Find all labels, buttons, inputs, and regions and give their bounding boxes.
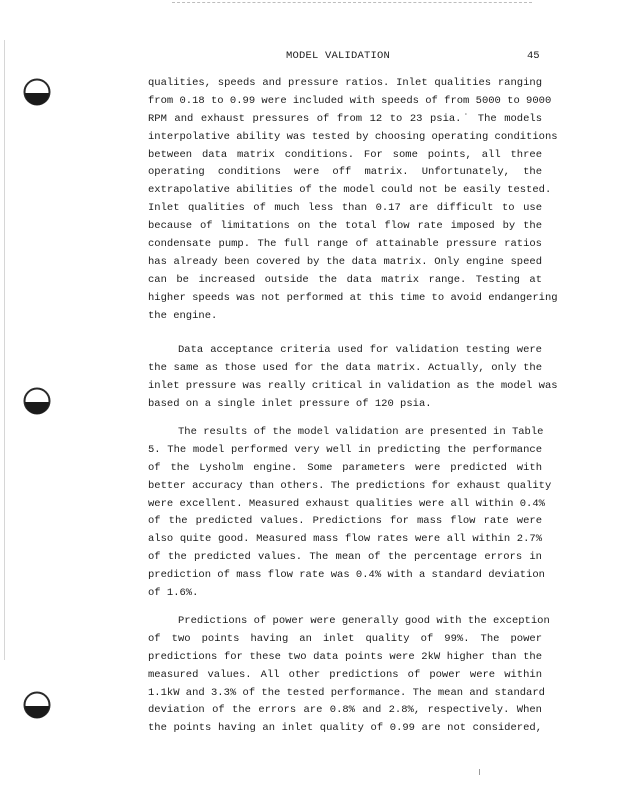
text-line: of the predicted values. The mean of the percentage errors in [148,551,542,564]
paragraph-1 [148,75,558,325]
paragraph-3 [148,424,552,603]
text-line: extrapolative abilities of the model could not be easily tested. [148,184,552,197]
text-line: of two points having an inlet quality of 99%. The power [148,632,542,645]
text-line: were excellent. Measured exhaust qualities were all within 0.4% [148,497,545,510]
text-line: operating conditions were off matrix. Unfortunately, the [148,166,542,179]
text-line: Inlet qualities of much less than 0.17 are difficult to use [148,202,542,215]
page-number: 45 [527,50,540,62]
scan-artifact [172,2,532,7]
text-line: of 1.6%. [148,587,199,600]
text-line: 5. The model performed very well in predicting the performance [148,443,542,456]
text-line: between data matrix conditions. For some points, all three [148,148,542,161]
text-line: inlet pressure was really critical in validation as the model was [148,379,558,392]
text-line: of the Lysholm engine. Some parameters were predicted with [148,461,542,474]
page-edge [4,40,5,660]
text-line: measured values. All other predictions of power were within [148,668,542,681]
text-line: from 0.18 to 0.99 were included with speeds of from 5000 to 9000 [148,94,552,107]
text-line: the engine. [148,309,218,322]
text-line: Predictions of power were generally good with the exception [178,615,550,627]
text-line: has already been covered by the data matrix. Only engine speed [148,255,542,268]
text-line: higher speeds was not performed at this time to avoid endangering [148,291,558,304]
text-line: based on a single inlet pressure of 120 psia. [148,397,432,410]
binder-hole-icon [22,77,52,107]
text-line: 1.1kW and 3.3% of the tested performance. The mean and standard [148,686,545,699]
text-line: The results of the model validation are presented in Table [178,426,544,438]
paragraph-4 [148,613,550,738]
text-line: the points having an inlet quality of 0.99 are not considered, [148,722,542,735]
text-line: deviation of the errors are 0.8% and 2.8%, respectively. When [148,704,542,717]
text-line: better accuracy than others. The predictions for exhaust quality [148,479,552,492]
text-line: qualities, speeds and pressure ratios. Inlet qualities ranging [148,77,542,89]
text-line: of the predicted values. Predictions for mass flow rate were [148,515,542,528]
text-line: Data acceptance criteria used for validation testing were [178,344,542,356]
text-line: prediction of mass flow rate was 0.4% with a standard deviation [148,569,545,582]
text-line: RPM and exhaust pressures of from 12 to 23 psia.˙ The models [148,112,542,125]
paragraph-2 [148,342,558,414]
text-line: also quite good. Measured mass flow rates were all within 2.7% [148,533,542,546]
text-line: because of limitations on the total flow rate imposed by the [148,220,542,233]
binder-hole-icon [22,386,52,416]
binder-hole-icon [22,690,52,720]
text-line: condensate pump. The full range of attainable pressure ratios [148,238,542,251]
text-line: predictions for these two data points were 2kW higher than the [148,650,542,663]
text-line: the same as those used for the data matrix. Actually, only the [148,361,542,374]
text-line: interpolative ability was tested by choosing operating conditions [148,130,558,143]
scan-artifact [479,769,480,775]
page-title: MODEL VALIDATION [286,50,391,62]
text-line: can be increased outside the data matrix range. Testing at [148,273,542,286]
page-header [0,50,621,66]
